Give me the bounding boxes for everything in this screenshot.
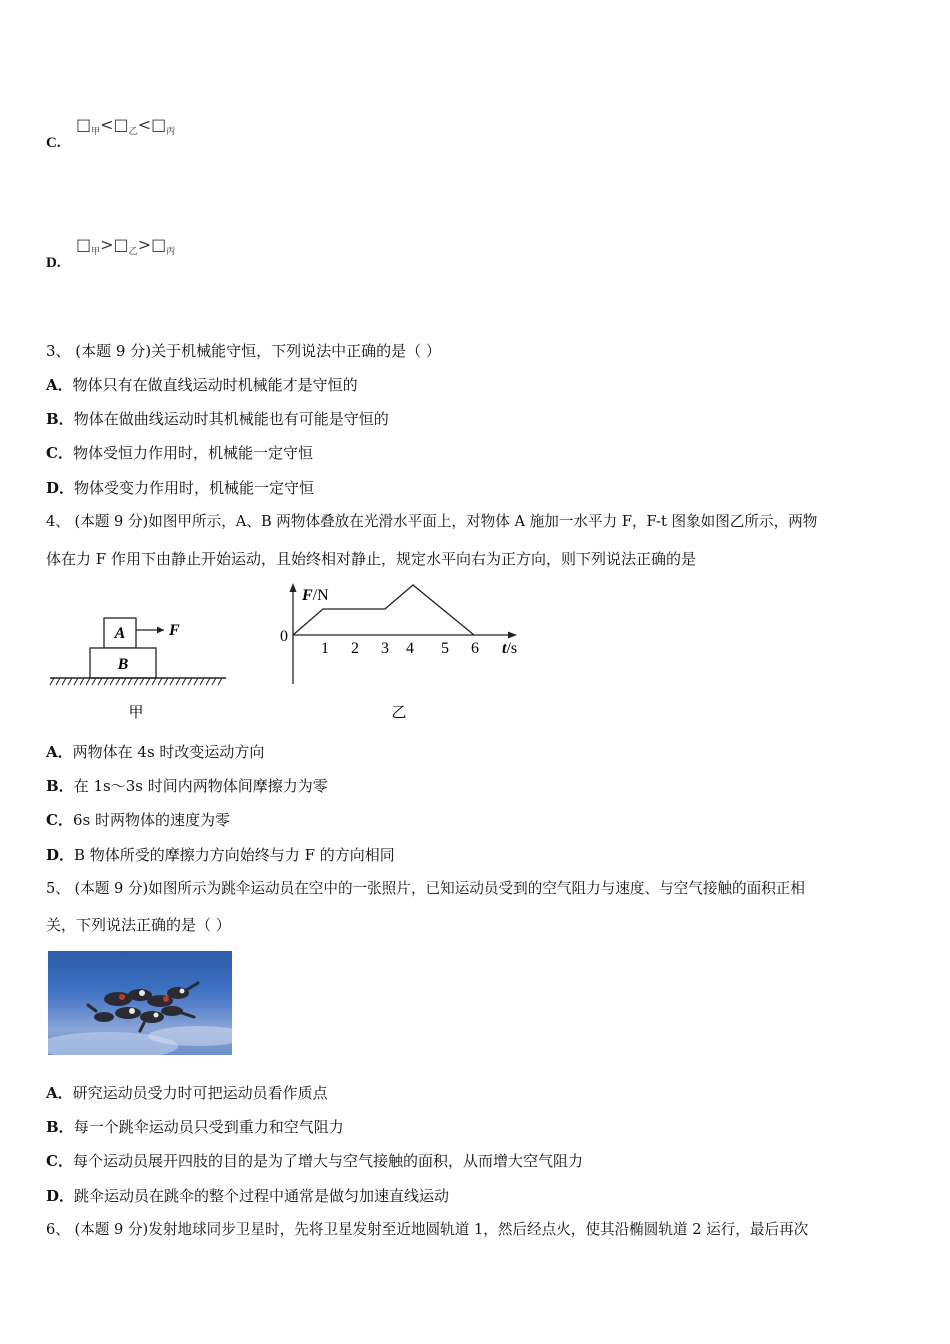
q2-option-d-label: D. bbox=[46, 255, 61, 271]
tick-3: 3 bbox=[381, 640, 389, 657]
x-axis-label: t/s bbox=[502, 640, 518, 657]
q4-figure-yi bbox=[276, 580, 536, 725]
y-axis-unit: /N bbox=[312, 587, 329, 604]
tick-4: 4 bbox=[406, 640, 414, 657]
x-ticks bbox=[321, 640, 479, 657]
q4-option-b: B．在 1s～3s 时间内两物体间摩擦力为零 bbox=[46, 777, 328, 795]
q6-stem-line1: 6、 (本题 9 分)发射地球同步卫星时，先将卫星发射至近地圆轨道 1，然后经点火，使其沿椭圆轨道 2 运行，最后再次 bbox=[46, 1221, 809, 1238]
q5-option-b: B．每一个跳伞运动员只受到重力和空气阻力 bbox=[46, 1118, 344, 1136]
q5-option-d: D．跳伞运动员在跳伞的整个过程中通常是做匀加速直线运动 bbox=[46, 1187, 450, 1205]
q4-option-c: C．6s 时两物体的速度为零 bbox=[46, 811, 230, 829]
q4-option-d: D．B 物体所受的摩擦力方向始终与力 F 的方向相同 bbox=[46, 846, 395, 864]
q3-option-b: B．物体在做曲线运动时其机械能也有可能是守恒的 bbox=[46, 410, 389, 428]
tick-5: 5 bbox=[441, 640, 449, 657]
skydivers-photo bbox=[48, 951, 232, 1055]
block-b-label: B bbox=[117, 656, 129, 673]
tick-2: 2 bbox=[351, 640, 359, 657]
q3-stem: 3、 (本题 9 分)关于机械能守恒，下列说法中正确的是（ ） bbox=[46, 342, 441, 360]
q3-option-d: D．物体受变力作用时，机械能一定守恒 bbox=[46, 479, 315, 497]
q3-option-c: C．物体受恒力作用时，机械能一定守恒 bbox=[46, 444, 313, 462]
block-a-label: A bbox=[114, 625, 126, 642]
tick-1: 1 bbox=[321, 640, 329, 657]
ground-hatching bbox=[50, 678, 222, 685]
q4-stem-line2: 体在力 F 作用下由静止开始运动，且始终相对静止，规定水平向右为正方向，则下列说法正确的是 bbox=[46, 550, 696, 568]
q5-option-a: A．研究运动员受力时可把运动员看作质点 bbox=[46, 1084, 328, 1102]
tick-6: 6 bbox=[471, 640, 479, 657]
figure-jia-caption: 甲 bbox=[128, 703, 144, 721]
q4-option-a: A．两物体在 4s 时改变运动方向 bbox=[46, 743, 265, 761]
q5-stem-line1: 5、 (本题 9 分)如图所示为跳伞运动员在空中的一张照片，已知运动员受到的空气阻力与速度、与空气接触的面积正相 bbox=[46, 880, 805, 897]
q2-option-c-label: C. bbox=[46, 135, 61, 151]
q2-option-c-formula: $□_甲<□_乙<□_丙$ bbox=[76, 115, 176, 138]
figure-yi-caption: 乙 bbox=[391, 703, 407, 721]
force-label: F bbox=[169, 622, 180, 639]
q5-stem-line2: 关，下列说法正确的是（ ） bbox=[46, 916, 231, 934]
y-axis-label: F/N bbox=[302, 587, 329, 604]
q2-option-d-formula: $□_甲>□_乙>□_丙$ bbox=[76, 235, 176, 258]
origin-label: 0 bbox=[280, 628, 288, 645]
q4-stem-line1: 4、 (本题 9 分)如图甲所示，A、B 两物体叠放在光滑水平面上，对物体 A 施加一水平力 F，F-t 图象如图乙所示，两物 bbox=[46, 513, 818, 530]
q4-figure-jia bbox=[46, 610, 236, 725]
q5-option-c: C．每个运动员展开四肢的目的是为了增大与空气接触的面积，从而增大空气阻力 bbox=[46, 1152, 583, 1170]
q3-option-a: A．物体只有在做直线运动时机械能才是守恒的 bbox=[46, 376, 358, 394]
